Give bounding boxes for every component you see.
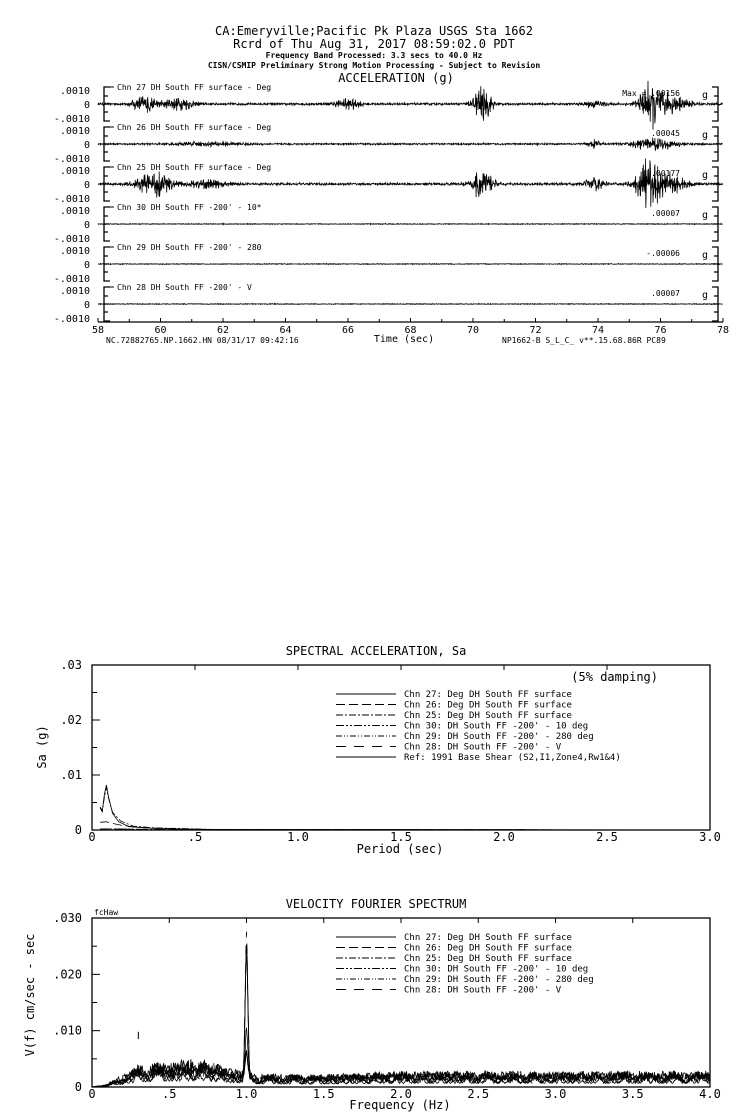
time-tick-label: 72 <box>529 325 542 336</box>
unit-label: g <box>702 290 709 301</box>
vfs-curve <box>92 932 709 1088</box>
ytick-label-bottom: -.0010 <box>53 234 90 245</box>
acceleration-xlabel: Time (sec) <box>373 334 435 345</box>
processing-note: CISN/CSMIP Preliminary Strong Motion Processing - Subject to Revision <box>207 61 541 70</box>
time-tick-label: 68 <box>404 325 417 336</box>
unit-label: g <box>702 170 709 181</box>
y-tick-label: .020 <box>53 967 82 982</box>
x-tick-label: 3.0 <box>699 830 721 844</box>
acceleration-footer-right: NP1662-B S_L_C_ v**.15.68.86R PC89 <box>502 336 666 345</box>
sa-curve <box>100 785 710 830</box>
y-tick-label: .010 <box>53 1023 82 1038</box>
waveform-trace <box>98 264 723 265</box>
channel-label: Chn 27 DH South FF surface - Deg <box>117 83 272 92</box>
channel-label: Chn 25 DH South FF surface - Deg <box>117 163 272 172</box>
y-tick-label: .030 <box>53 911 82 925</box>
frequency-band: Frequency Band Processed: 3.3 secs to 40.0 Hz <box>265 51 483 60</box>
channel-max-value: .00007 <box>651 209 680 218</box>
legend-entry: Chn 29: DH South FF -200' - 280 deg <box>404 975 594 985</box>
time-tick-label: 70 <box>466 325 480 336</box>
sa-curve <box>100 787 710 830</box>
y-tick-label: .02 <box>60 713 82 727</box>
ytick-label-bottom: -.0010 <box>53 194 90 205</box>
ytick-label-top: .0010 <box>59 86 90 97</box>
time-tick-label: 74 <box>591 325 605 336</box>
ytick-label-top: .0010 <box>59 246 90 257</box>
x-tick-label: 0 <box>88 1087 96 1101</box>
channel-max-value: -.00006 <box>646 249 680 258</box>
legend-entry: Chn 26: Deg DH South FF surface <box>404 700 572 711</box>
acceleration-title: ACCELERATION (g) <box>338 71 454 85</box>
channel-max-value: .00177 <box>651 169 680 178</box>
time-tick-label: 64 <box>279 325 292 336</box>
legend-entry: Chn 25: Deg DH South FF surface <box>404 711 572 721</box>
x-tick-label: 2.0 <box>493 830 515 844</box>
x-tick-label: 1.0 <box>235 1087 258 1101</box>
ytick-label-bottom: -.0010 <box>53 274 90 285</box>
vfs-corner-label: fcHaw <box>94 908 119 917</box>
ytick-label-zero: 0 <box>83 180 90 191</box>
time-tick-label: 78 <box>716 325 730 336</box>
legend-entry: Chn 29: DH South FF -200' - 280 deg <box>404 732 594 742</box>
x-tick-label: 0 <box>88 830 96 844</box>
x-tick-label: .5 <box>162 1087 177 1101</box>
unit-label: g <box>702 250 709 261</box>
x-tick-label: 1.0 <box>287 830 309 844</box>
waveform-trace <box>98 304 723 305</box>
legend-entry: Chn 27: Deg DH South FF surface <box>404 933 572 943</box>
x-tick-label: 3.5 <box>621 1087 644 1101</box>
legend-entry: Chn 30: DH South FF -200' - 10 deg <box>404 721 589 732</box>
vfs-xlabel: Frequency (Hz) <box>349 1098 451 1112</box>
plot-frame <box>92 918 710 1087</box>
y-tick-label: 0 <box>74 1080 82 1094</box>
channel-max-value: Max = .00156 <box>622 89 680 98</box>
waveform-trace <box>98 138 723 151</box>
time-tick-label: 62 <box>216 325 230 336</box>
vfs-panel <box>53 911 721 1101</box>
y-tick-label: 0 <box>74 823 82 837</box>
x-tick-label: 1.5 <box>390 830 412 844</box>
acceleration-footer-left: NC.72882765.NP.1662.HN 08/31/17 09:42:16 <box>106 336 299 345</box>
legend-entry: Chn 26: Deg DH South FF surface <box>404 943 572 954</box>
y-tick-label: .03 <box>60 658 82 672</box>
ytick-label-bottom: -.0010 <box>53 154 90 165</box>
waveform-trace <box>98 224 723 225</box>
ytick-label-top: .0010 <box>59 166 90 177</box>
legend-entry: Chn 28: DH South FF -200' - V <box>404 742 562 753</box>
legend-entry: Ref: 1991 Base Shear (S2,I1,Zone4,Rw1&4) <box>404 753 621 763</box>
sa-damping-note: (5% damping) <box>571 670 658 684</box>
y-tick-label: .01 <box>60 768 82 782</box>
x-tick-label: .5 <box>187 830 203 844</box>
ytick-label-top: .0010 <box>59 126 90 137</box>
acceleration-panel <box>54 81 729 336</box>
sa-panel <box>60 658 721 844</box>
channel-label: Chn 29 DH South FF -200' - 280 <box>117 243 262 252</box>
time-tick-label: 58 <box>91 325 105 336</box>
ytick-label-zero: 0 <box>83 300 90 311</box>
plot-frame <box>92 665 710 830</box>
vfs-ylabel: V(f) cm/sec - sec <box>23 933 37 1057</box>
x-tick-label: 2.5 <box>596 830 618 844</box>
ytick-label-top: .0010 <box>59 206 90 217</box>
ytick-label-bottom: -.0010 <box>53 114 90 125</box>
legend-entry: Chn 28: DH South FF -200' - V <box>404 985 562 996</box>
x-tick-label: 4.0 <box>699 1087 721 1101</box>
x-tick-label: 1.5 <box>312 1087 335 1101</box>
x-tick-label: 2.5 <box>467 1087 490 1101</box>
unit-label: g <box>702 210 709 221</box>
channel-label: Chn 28 DH South FF -200' - V <box>117 283 252 292</box>
sa-xlabel: Period (sec) <box>356 842 444 856</box>
unit-label: g <box>702 90 709 101</box>
ytick-label-zero: 0 <box>83 220 90 231</box>
ytick-label-top: .0010 <box>59 286 90 297</box>
ytick-label-zero: 0 <box>83 140 90 151</box>
legend-entry: Chn 27: Deg DH South FF surface <box>404 690 572 700</box>
legend-entry: Chn 25: Deg DH South FF surface <box>404 954 572 964</box>
unit-label: g <box>702 130 709 141</box>
sa-ylabel: Sa (g) <box>35 725 49 769</box>
channel-max-value: .00007 <box>651 289 680 298</box>
legend-entry: Chn 30: DH South FF -200' - 10 deg <box>404 964 589 975</box>
time-tick-label: 60 <box>154 325 167 336</box>
x-tick-label: 2.0 <box>390 1087 412 1101</box>
channel-max-value: .00045 <box>651 129 680 138</box>
vfs-title: VELOCITY FOURIER SPECTRUM <box>285 897 467 911</box>
time-tick-label: 76 <box>654 325 667 336</box>
ytick-label-zero: 0 <box>83 260 90 271</box>
ytick-label-zero: 0 <box>83 100 90 111</box>
channel-label: Chn 26 DH South FF surface - Deg <box>117 123 272 132</box>
ytick-label-bottom: -.0010 <box>53 314 90 325</box>
record-time: Rcrd of Thu Aug 31, 2017 08:59:02.0 PDT <box>233 37 515 51</box>
channel-label: Chn 30 DH South FF -200' - 10* <box>117 203 262 212</box>
time-tick-label: 66 <box>341 325 355 336</box>
x-tick-label: 3.0 <box>544 1087 567 1101</box>
station-title: CA:Emeryville;Pacific Pk Plaza USGS Sta 1662 <box>215 24 533 38</box>
sa-title: SPECTRAL ACCELERATION, Sa <box>285 644 467 658</box>
